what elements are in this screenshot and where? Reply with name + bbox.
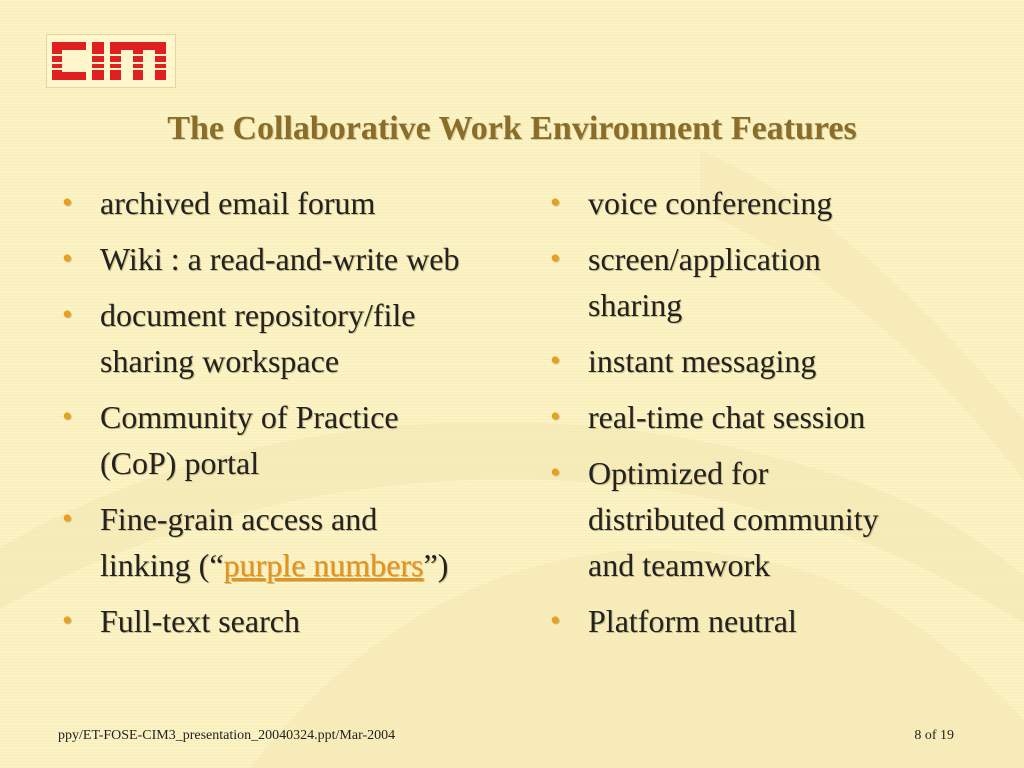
list-item — [546, 394, 966, 440]
list-item — [546, 180, 966, 226]
list-item — [58, 236, 528, 282]
bullet-icon: • — [62, 400, 73, 433]
bullet-icon: • — [62, 186, 73, 219]
bullet-icon: • — [62, 242, 73, 275]
list-item — [58, 496, 528, 588]
item-text: Fine-grain access and — [100, 501, 378, 537]
item-text: Full-text search — [100, 603, 300, 639]
item-text: sharing — [588, 287, 683, 323]
left-bullet-list — [58, 180, 528, 654]
item-text: real-time chat session — [588, 399, 866, 435]
item-text: Community of Practice — [100, 399, 399, 435]
footer-filename: ppy/ET-FOSE-CIM3_presentation_20040324.ppt/Mar-2004 — [58, 728, 396, 743]
cim-logo — [46, 34, 176, 88]
item-text: distributed community — [588, 501, 879, 537]
item-text: ”) — [423, 547, 449, 583]
slide-title: The Collaborative Work Environment Features — [167, 110, 857, 147]
cim-logo-graphic — [48, 36, 174, 86]
bullet-icon: • — [550, 186, 561, 219]
bullet-icon: • — [550, 242, 561, 275]
list-item — [546, 598, 966, 644]
item-text: Wiki : a read-and-write web — [100, 241, 460, 277]
list-item — [546, 450, 966, 588]
bullet-icon: • — [62, 502, 73, 535]
item-text: Optimized for — [588, 455, 769, 491]
list-item — [546, 338, 966, 384]
item-text: (CoP) portal — [100, 445, 260, 481]
item-text: Platform neutral — [588, 603, 797, 639]
bullet-icon: • — [62, 604, 73, 637]
item-text: archived email forum — [100, 185, 376, 221]
bullet-icon: • — [550, 456, 561, 489]
item-text: screen/application — [588, 241, 821, 277]
list-item — [546, 236, 966, 328]
item-text: and teamwork — [588, 547, 771, 583]
item-text: voice conferencing — [588, 185, 833, 221]
item-text: document repository/file — [100, 297, 416, 333]
purple-numbers-link[interactable]: purple numbers — [223, 547, 424, 583]
page-number: 8 of 19 — [914, 728, 954, 743]
bullet-icon: • — [550, 400, 561, 433]
item-text: instant messaging — [588, 343, 817, 379]
bullet-icon: • — [550, 344, 561, 377]
list-item — [58, 180, 528, 226]
bullet-icon: • — [550, 604, 561, 637]
item-text: linking (“ — [100, 547, 224, 583]
list-item — [58, 598, 528, 644]
list-item — [58, 394, 528, 486]
bullet-icon: • — [62, 298, 73, 331]
item-text: sharing workspace — [100, 343, 340, 379]
list-item — [58, 292, 528, 384]
right-bullet-list — [546, 180, 966, 654]
